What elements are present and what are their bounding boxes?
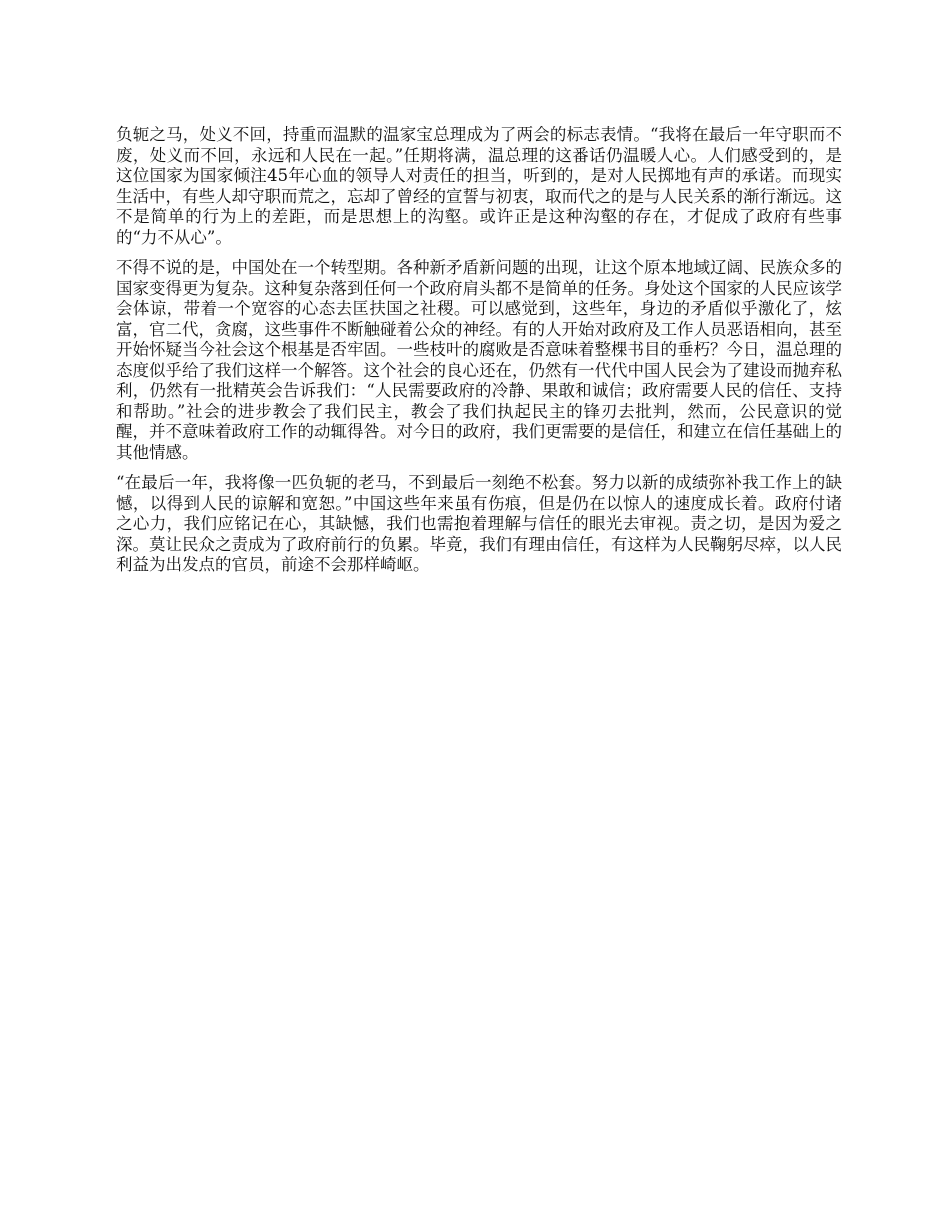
- article-body: [116, 125, 842, 586]
- paragraph-2: 不得不说的是，中国处在一个转型期。各种新矛盾新问题的出现，让这个原本地域辽阔、民族众多的国家变得更为复杂。这种复杂落到任何一个政府肩头都不是简单的任务。身处这个国家的人民应该学会体谅，带着一个宽容的心态去匡扶国之社稷。可以感觉到，这些年，身边的矛盾似乎激化了，炫富，官二代，贪腐，这些事件不断触碰着公众的神经。有的人开始对政府及工作人员恶语相向，甚至开始怀疑当今社会这个根基是否牢固。一些枝叶的腐败是否意味着整棵书目的垂朽？今日，温总理的态度似乎给了我们这样一个解答。这个社会的良心还在，仍然有一代代中国人民会为了建设而抛弃私利，仍然有一批精英会告诉我们：“人民需要政府的冷静、果敢和诚信；政府需要人民的信任、支持和帮助。”社会的进步教会了我们民主，教会了我们执起民主的锋刃去批判，然而，公民意识的觉醒，并不意味着政府工作的动辄得咎。对今日的政府，我们更需要的是信任，和建立在信任基础上的其他情感。: [116, 258, 842, 462]
- paragraph-3: “在最后一年，我将像一匹负轭的老马，不到最后一刻绝不松套。努力以新的成绩弥补我工作上的缺憾，以得到人民的谅解和宽恕。”中国这些年来虽有伤痕，但是仍在以惊人的速度成长着。政府付诸之心力，我们应铭记在心，其缺憾，我们也需抱着理解与信任的眼光去审视。责之切，是因为爱之深。莫让民众之责成为了政府前行的负累。毕竟，我们有理由信任，有这样为人民鞠躬尽瘁，以人民利益为出发点的官员，前途不会那样崎岖。: [116, 473, 842, 574]
- paragraph-1: 负轭之马，处义不回，持重而温默的温家宝总理成为了两会的标志表情。“我将在最后一年守职而不废，处义而不回，永远和人民在一起。”任期将满，温总理的这番话仍温暖人心。人们感受到的，是这位国家为国家倾注45年心血的领导人对责任的担当，听到的，是对人民掷地有声的承诺。而现实生活中，有些人却守职而荒之，忘却了曾经的宣誓与初衷，取而代之的是与人民关系的渐行渐远。这不是简单的行为上的差距，而是思想上的沟壑。或许正是这种沟壑的存在，才促成了政府有些事的“力不从心”。: [116, 125, 842, 247]
